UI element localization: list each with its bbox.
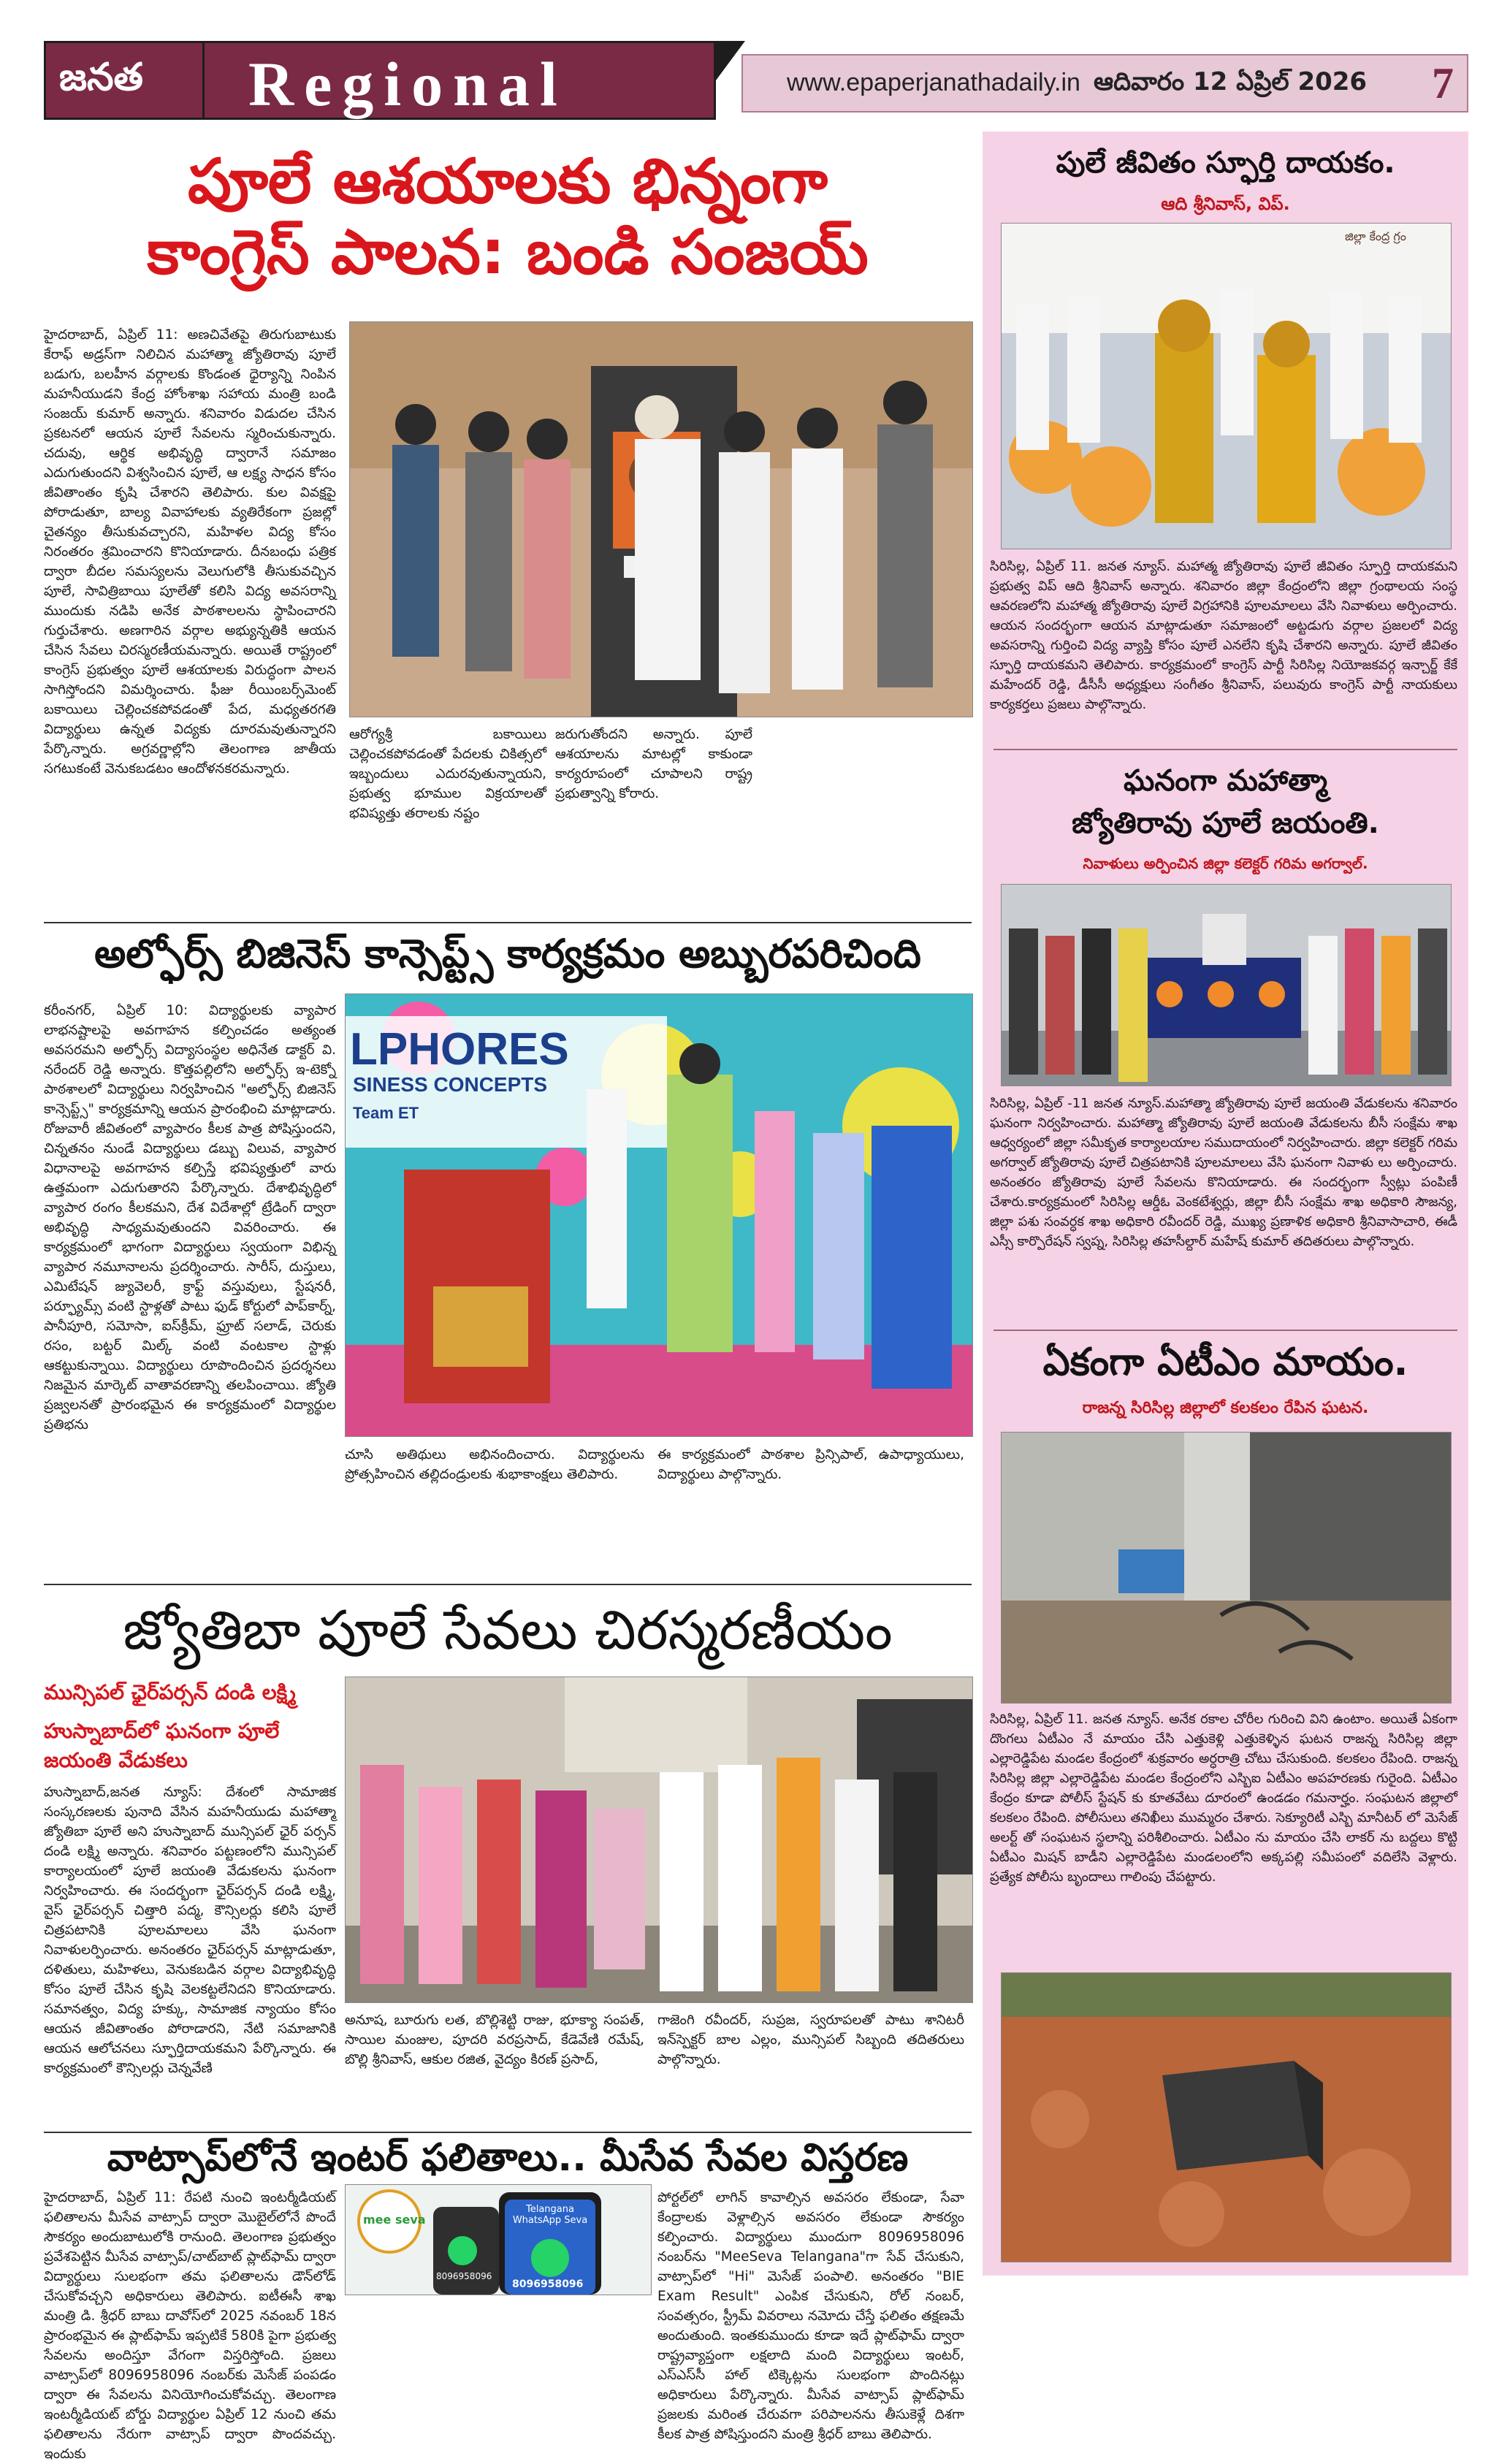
right-story2-title-line1: ఘనంగా మహాత్మా bbox=[1124, 764, 1327, 798]
right-column bbox=[983, 131, 1468, 2276]
website-url[interactable]: www.epaperjanathadaily.in bbox=[787, 69, 1080, 96]
article4-photo-image bbox=[346, 2185, 651, 2295]
article3-body-col2: అనూష, బూరుగు లత, బొల్లిశెట్టి రాజు, భూక్యా సంపత్, సాయిల మంజుల, పూదరి వరప్రసాద్, కేడెవేణి రమేష్, బొల్లి శ్రీనివాస్, ఆకుల రజిత, వైద్యం కిరణ్ ప్రసాద్, bbox=[345, 2013, 644, 2067]
divider bbox=[994, 1330, 1457, 1331]
article3-subheadline2 bbox=[44, 1717, 365, 1775]
logo-text: జనత bbox=[59, 55, 143, 99]
article1-headline-line1: పూలే ఆశయాలకు భిన్నంగా bbox=[187, 145, 828, 217]
article1-photo-image bbox=[350, 322, 972, 717]
right-story2-photo-image bbox=[1002, 885, 1451, 1086]
article3-headline[interactable]: జ్యోతిబా పూలే సేవలు చిరస్మరణీయం bbox=[123, 1599, 893, 1662]
section-banner bbox=[205, 41, 716, 120]
newspaper-logo[interactable] bbox=[44, 41, 205, 120]
article1-body-col1: హైదరాబాద్, ఏప్రిల్ 11: అణచివేతపై తిరుగుబాటుకు కేరాఫ్ అడ్రస్‌గా నిలిచిన మహాత్మా జ్యోతిరావు పూలే బడుగు, బలహీన వర్గాలకు కొండంత ధైర్యాన్ని నింపిన మహనీయుడని కేంద్ర హోంశాఖ సహాయ మంత్రి బండి సంజయ్ కుమార్ అన్నారు. శనివారం విడుదల చేసిన ప్రకటనలో ఆయన పూలే సేవలను స్మరించుకున్నారు. చదువు, ఆర్థిక అభివృద్ధి ద్వారానే సమాజం ఎదుగుతుందని విశ్వసించిన పూలే, ఆ లక్ష్య సాధన కోసం జీవితాంతం కృషి చేశారని తెలిపారు. కుల వివక్షపై పోరాడుతూ, బాల్య వివాహాలకు వ్యతిరేకంగా ప్రజల్లో చైతన్యం తీసుకువచ్చారని, మహిళల విద్య కోసం నిరంతరం శ్రమించారని కొనియాడారు. దీనబంధు పత్రిక ద్వారా బీదల సమస్యలను వెలుగులోకి తీసుకువచ్చిన పూలే, సావిత్రిబాయి పూలేతో కలిసి విద్య అవసరాన్ని ముందుకు నడిపి అనేక పాఠశాలలను స్థాపించారని గుర్తుచేశారు. అణగారిన వర్గాల అభ్యున్నతికి ఆయన చేసిన సేవలు చిరస్మరణీయమన్నారు. అయితే రాష్ట్రంలో కాంగ్రెస్ ప్రభుత్వం పూలే ఆశయాలకు విరుద్ధంగా పాలన సాగిస్తోందని విమర్శించారు. ఫీజు రీయింబర్స్‌మెంట్ బకాయిలు చెల్లించకపోవడంతో పేద, మధ్యతరగతి విద్యార్థులు ఉన్నత విద్యకు దూరమవుతున్నారని పేర్కొన్నారు. అగ్రవర్ణాల్లోని తెలంగాణ జాతీయ సగటుకంటే వెనుకబడటం ఆందోళనకరమన్నారు. bbox=[44, 327, 336, 777]
right-story2-byline: నివాళులు అర్పించిన జిల్లా కలెక్టర్ గరిమ అగర్వాల్. bbox=[1083, 855, 1368, 872]
article2-headline[interactable]: అల్ఫోర్స్ బిజినెస్ కాన్సెప్ట్స్ కార్యక్రమం అబ్బురపరిచింది bbox=[94, 931, 921, 977]
article1-body-col2: ఆరోగ్యశ్రీ బకాయిలు చెల్లించకపోవడంతో పేదలకు చికిత్సలో ఇబ్బందులు ఎదురవుతున్నాయని, ప్రభుత్వ భూముల విక్రయాలతో భవిష్యత్తు తరాలకు నష్టం bbox=[349, 727, 546, 821]
page-number: 7 bbox=[1432, 59, 1454, 107]
article3-body-col1: హుస్నాబాద్,జనత న్యూస్: దేశంలో సామాజిక సంస్కరణలకు పునాది వేసిన మహనీయుడు మహాత్మా జ్యోతిబా పూలే అని హుస్నాబాద్ మున్సిపల్ ఛైర్ పర్సన్ దండి లక్ష్మి అన్నారు. శనివారం పట్టణంలోని మున్సిపల్ కార్యాలయంలో పూలే జయంతి వేడుకలను ఘనంగా నిర్వహించారు. ఈ సందర్భంగా ఛైర్‌పర్సన్ దండి లక్ష్మి, వైస్ ఛైర్‌పర్సన్ చిత్తారి పద్మ, కౌన్సిలర్లు కలిసి పూలే చిత్రపటానికి పూలమాలలు వేసి ఘనంగా నివాళులర్పించారు. అనంతరం ఛైర్‌పర్సన్ మాట్లాడుతూ, దళితులు, మహిళలు, వెనుకబడిన వర్గాల విద్యాభివృద్ధి కోసం పూలే చేసిన కృషి వెలకట్టలేనిదని కొనియాడారు. సమానత్వం, విద్య హక్కు, సామాజిక న్యాయం కోసం ఆయన జీవితాంతం పోరాడారని, నేటి సమాజానికి ఆయన ఆలోచనలు స్ఫూర్తిదాయకమని పేర్కొన్నారు. ఈ కార్యక్రమంలో కౌన్సిలర్లు చెన్నవేణి bbox=[44, 1785, 336, 2076]
right-story2-photo bbox=[1001, 884, 1452, 1086]
article2-photo bbox=[345, 993, 973, 1437]
article3-subheadline2-line1: హుస్నాబాద్‌లో ఘనంగా పూలే bbox=[44, 1719, 280, 1743]
right-story1-photo-image bbox=[1002, 224, 1451, 549]
masthead-info-bar bbox=[741, 54, 1468, 112]
right-story2-title-line2: జ్యోతిరావు పూలే జయంతి. bbox=[1072, 806, 1379, 840]
right-story3-photo-atm-room-image bbox=[1002, 1433, 1451, 1703]
right-story3-photo-atm-room bbox=[1001, 1432, 1452, 1704]
article1-headline-line2: కాంగ్రెస్ పాలన: బండి సంజయ్ bbox=[147, 215, 869, 288]
right-story3-photo-atm-field bbox=[1001, 1972, 1452, 2262]
issue-date: ఆదివారం 12 ఏప్రిల్ 2026 bbox=[1094, 67, 1368, 96]
right-story1-title[interactable]: పులే జీవితం స్ఫూర్తి దాయకం. bbox=[1056, 146, 1395, 180]
article1-body-col3: జరుగుతోందని అన్నారు. పూలే ఆశయాలను మాటల్లో కాకుండా కార్యరూపంలో చూపాలని రాష్ట్ర ప్రభుత్వాన్ని కోరారు. bbox=[555, 727, 752, 801]
article3-subheadline2-line2: జయంతి వేడుకలు bbox=[44, 1748, 188, 1772]
article2-body-col2: చూసి అతిథులు అభినందించారు. విద్యార్థులను ప్రోత్సహించిన తల్లిదండ్రులకు శుభాకాంక్షలు తెలిపారు. bbox=[345, 1447, 644, 1482]
right-story3-byline: రాజన్న సిరిసిల్ల జిల్లాలో కలకలం రేపిన ఘటన. bbox=[1082, 1399, 1369, 1417]
article2-banner-text: LPHORES bbox=[350, 1024, 569, 1075]
divider bbox=[44, 2132, 972, 2133]
right-story1-body: సిరిసిల్ల, ఏప్రిల్ 11. జనత న్యూస్. మహాత్మ జ్యోతిరావు పూలే జీవితం స్ఫూర్తి దాయకమని ప్రభుత్వ విప్ ఆది శ్రీనివాస్ అన్నారు. శనివారం జిల్లా కేంద్రంలోని జిల్లా గ్రంథాలయ సంస్థ ఆవరణలోని మహాత్మ జ్యోతిరావు పూలే విగ్రహానికి పూలమాలలు వేసి నివాళులు అర్పించారు. ఆయన సందర్భంగా ఆయన మాట్లాడుతూ సమాజంలో అట్టడుగు వర్గాల ప్రజలలో విద్య అవసరాన్ని గుర్తించి విద్య వ్యాప్తి కోసం పూలే ఎనలేని కృషి చేశారని అన్నారు. పూలే జీవితం స్ఫూర్తి దాయకమని తెలిపారు. కార్యక్రమంలో కాంగ్రెస్ పార్టీ సిరిసిల్ల నియోజకవర్గ ఇన్చార్జ్ కేకే మహేందర్ రెడ్డి, డీసీసీ అధ్యక్షులు సంగీతం శ్రీనివాస్, పలువురు కాంగ్రెస్ పార్టీ నాయకులు కార్యకర్తలు ప్రజలు పాల్గొన్నారు. bbox=[990, 559, 1457, 712]
phone-number-right: 8096958096 bbox=[512, 2278, 584, 2290]
divider bbox=[44, 1584, 972, 1585]
article4-photo bbox=[345, 2184, 652, 2295]
article4-headline[interactable]: వాట్సాప్‌లోనే ఇంటర్ ఫలితాలు.. మీసేవ సేవల విస్తరణ bbox=[107, 2136, 909, 2180]
divider bbox=[994, 749, 1457, 750]
divider bbox=[44, 922, 972, 923]
meeseva-badge: mee seva bbox=[363, 2213, 426, 2227]
article4-body-col1: హైదరాబాద్, ఏప్రిల్ 11: రేపటి నుంచి ఇంటర్మీడియట్ ఫలితాలను మీసేవ వాట్సాప్ ద్వారా మొబైల్‌లోనే పొందే సౌకర్యం అందుబాటులోకి రానుంది. తెలంగాణ ప్రభుత్వం ప్రవేశపెట్టిన మీసేవ వాట్సాప్/చాట్‌బాట్ ప్లాట్‌ఫామ్ ద్వారా విద్యార్థులు సులభంగా తమ ఫలితాలను డౌన్‌లోడ్ చేసుకోవచ్చని అధికారులు తెలిపారు. ఐటీఈసీ శాఖ మంత్రి డి. శ్రీధర్ బాబు దావోస్‌లో 2025 నవంబర్ 18న ప్రారంభమైన ఈ ప్లాట్‌ఫామ్ ఇప్పటికే 580కి పైగా ప్రభుత్వ సేవలను అందిస్తూ వేగంగా విస్తరిస్తోంది. ప్రజలు వాట్సాప్‌లో 8096958096 నంబర్‌కు మెసేజ్ పంపడం ద్వారా ఈ సేవలను వినియోగించుకోవచ్చు. తెలంగాణ ఇంటర్మీడియట్ బోర్డు విద్యార్థుల ఏప్రిల్ 12 నుంచి తమ ఫలితాలను నేరుగా వాట్సాప్ ద్వారా పొందవచ్చు. ఇందుకు bbox=[44, 2190, 336, 2462]
article3-subheadline1: మున్సిపల్ ఛైర్‌పర్సన్ దండి లక్ష్మి bbox=[44, 1680, 296, 1704]
article4-body-col2: పోర్టల్‌లో లాగిన్ కావాల్సిన అవసరం లేకుండా, సేవా కేంద్రాలకు వెళ్లాల్సిన అవసరం లేకుండా సౌకర్యం కల్పించారు. విద్యార్థులు ముందుగా 8096958096 నంబర్‌ను "MeeSeva Telangana"గా సేవ్ చేసుకుని, వాట్సాప్‌లో "Hi" మెసేజ్ పంపాలి. అనంతరం "BIE Exam Result" ఎంపిక చేసుకుని, రోల్ నంబర్, సంవత్సరం, స్ట్రీమ్ వివరాలు నమోదు చేస్తే ఫలితం తక్షణమే అందుతుంది. ఇంతకుముందు కూడా ఇదే ప్లాట్‌ఫామ్ ద్వారా రాష్ట్రవ్యాప్తంగా లక్షలాది మంది విద్యార్థులు ఇంటర్, ఎస్ఎస్‌సీ హాల్ టిక్కెట్లను సులభంగా పొందినట్లు అధికారులు పేర్కొన్నారు. మీసేవ వాట్సాప్ ప్లాట్‌ఫామ్ ప్రజలకు మరింత చేరువగా పరిపాలనను తీసుకెళ్లే దిశగా కీలక పాత్ర పోషిస్తుందని మంత్రి శ్రీధర్ బాబు తెలిపారు. bbox=[657, 2190, 964, 2442]
article3-photo bbox=[345, 1677, 973, 2003]
article3-photo-image bbox=[346, 1677, 972, 2002]
masthead-fold-decoration bbox=[716, 41, 745, 80]
article2-body-col1: కరీంనగర్, ఏప్రిల్ 10: విద్యార్థులకు వ్యాపార లాభనష్టాలపై అవగాహన కల్పించడం అత్యంత అవసరమని అల్ఫోర్స్ విద్యాసంస్థల అధినేత డాక్టర్ వి. నరేందర్ రెడ్డి అన్నారు. కొత్తపల్లిలోని అల్ఫోర్స్ ఇ-టెక్నో పాఠశాలలో విద్యార్థులు నిర్వహించిన "అల్ఫోర్స్ బిజినెస్ కాన్సెప్ట్స్" కార్యక్రమాన్ని ఆయన ప్రారంభించి మాట్లాడారు. రోజువారీ జీవితంలో వ్యాపారం కీలక పాత్ర పోషిస్తుందని, చిన్నతనం నుండే విద్యార్థులు డబ్బు విలువ, వ్యాపార విధానాలపై అవగాహన కల్పిస్తే భవిష్యత్తులో వారు ఉత్తమంగా ఎదుగుతారని పేర్కొన్నారు. దేశాభివృద్ధిలో వ్యాపార రంగం కీలకమని, దేశ విదేశాల్లో ట్రేడింగ్ ద్వారా అభివృద్ధి సాధ్యమవుతుందని వివరించారు. ఈ కార్యక్రమంలో భాగంగా విద్యార్థులు స్వయంగా విభిన్న వ్యాపార నమూనాలను ప్రదర్శించారు. సారీస్, దుస్తులు, ఎమిటేషన్ జ్యువెలరీ, క్రాఫ్ట్ వస్తువులు, స్టేషనరీ, పర్ఫ్యూమ్స్ వంటి స్టాళ్లతో పాటు ఫుడ్ కోర్టులో పాప్‌కార్న్, పానీపూరి, సమోసా, ఐస్‌క్రీమ్, ఫ్రూట్ సలాడ్, చెరుకు రసం, బట్టర్ మిల్క్ వంటి వంటకాల స్టాళ్లు ఆకట్టుకున్నాయి. విద్యార్థులు రూపొందించిన ప్రదర్శనలు నిజమైన మార్కెట్ వాతావరణాన్ని తలపించాయి. జ్యోతి ప్రజ్వలనతో ప్రారంభమైన ఈ కార్యక్రమంలో విద్యార్థుల ప్రతిభను bbox=[44, 1003, 336, 1433]
right-story1-photo-sign: జిల్లా కేంద్ర గ్రం bbox=[1345, 229, 1406, 243]
right-story1-photo bbox=[1001, 223, 1452, 549]
right-story3-body: సిరిసిల్ల, ఏప్రిల్ 11. జనత న్యూస్. అనేక రకాల చోరీల గురించి విని ఉంటాం. అయితే ఏకంగా దొంగలు ఏటీఎం నే మాయం చేసి ఎత్తుకెళ్లి ఎత్తుకెళ్ళిన ఘటన రాజన్న సిరిసిల్ల జిల్లా ఎల్లారెడ్డిపేట మండల కేంద్రంలో శుక్రవారం అర్ధరాత్రి చోటు చేసుకుంది. కలకలం రేపింది. రాజన్న సిరిసిల్ల జిల్లా ఎల్లారెడ్డిపేట మండల కేంద్రంలోని ఎస్బిఐ ఏటీఎం అపహరణకు గురైంది. ఏటీఎం కేంద్రం కూడా పోలీస్ స్టేషన్ కు కూతవేటు దూరంలో ఉండడం గమనార్హం. సంఘటన జిల్లాలో కలకలం రేపింది. పోలీసులు తనిఖీలు ముమ్మరం చేశారు. సెక్యూరిటీ ఎస్బి మానీటర్ లో మెసేజ్ అలర్ట్ తో సంఘటన స్థలాన్ని పరిశీలించారు. ఏటీఎం ను మాయం చేసి లాకర్ ను బద్దలు కొట్టి ఏటీఎం మిషన్ బాడీని ఎల్లారెడ్డిపేట మండలంలోని అక్కపల్లి సమీపంలో వదిలేసి వెళ్లారు. ప్రత్యేక పోలీసు బృందాలు గాలింపు చేపట్టారు. bbox=[990, 1712, 1457, 1885]
section-title: Regional bbox=[248, 49, 568, 119]
article2-banner-sub: SINESS CONCEPTS bbox=[353, 1073, 548, 1096]
right-story2-body: సిరిసిల్ల, ఏప్రిల్ -11 జనత న్యూస్.మహాత్మా జ్యోతిరావు పూలే జయంతి వేడుకలను శనివారం ఘనంగా నిర్వహించారు. మహాత్మా జ్యోతిరావు పూలే జయంతి వేడుకలను బీసీ సంక్షేమ శాఖ ఆధ్వర్యంలో జిల్లా సమీకృత కార్యాలయాల సముదాయంలో నిర్వహించారు. జిల్లా కలెక్టర్ గరిమ అగర్వాల్ జ్యోతిరావు పూలే చిత్రపటానికి పూలమాలలు వేసి ఘనంగా నివాళు లు అర్పించారు. అనంతరం జ్యోతిరావు పూలే సేవలను కొనియాడారు. ఈ సందర్భంగా స్వీట్లు పంపిణీ చేశారు.కార్యక్రమంలో సిరిసిల్ల ఆర్డీఓ వెంకటేశ్వర్లు, జిల్లా బీసీ సంక్షేమ శాఖ అధికారి సౌజన్య, జిల్లా పశు సంవర్ధక శాఖ అధికారి రవీందర్ రెడ్డి, ముఖ్య ప్రణాళిక అధికారి శ్రీనివాసాచారి, ఈడీ ఎస్సీ కార్పొరేషన్ స్వప్న, సిరిసిల్ల తహసీల్దార్ మహేష్ కుమార్ తదితరులు పాల్గొన్నారు. bbox=[990, 1096, 1458, 1249]
article1-photo bbox=[349, 321, 973, 717]
right-story1-byline: ఆది శ్రీనివాస్, విప్. bbox=[1161, 194, 1290, 214]
masthead bbox=[44, 41, 1468, 121]
right-story3-title[interactable]: ఏకంగా ఏటీఎం మాయం. bbox=[1042, 1340, 1408, 1384]
article1-headline[interactable] bbox=[44, 146, 972, 287]
phone-title: Telangana WhatsApp Seva bbox=[512, 2204, 588, 2226]
phone-number-left: 8096958096 bbox=[436, 2271, 492, 2281]
article2-body-col3: ఈ కార్యక్రమంలో పాఠశాల ప్రిన్సిపాల్, ఉపాధ్యాయులు, విద్యార్థులు పాల్గొన్నారు. bbox=[657, 1447, 964, 1482]
article3-body-col3: గాజెంగి రవీందర్, సుప్రజ, స్వరూపలతో పాటు శానిటరీ ఇన్‌స్పెక్టర్ బాల ఎల్లం, మున్సిపల్ సిబ్బంది తదితరులు పాల్గొన్నారు. bbox=[657, 2013, 964, 2067]
article2-banner-tag: Team ET bbox=[353, 1104, 419, 1122]
right-story2-title[interactable] bbox=[983, 760, 1468, 844]
right-story3-photo-atm-field-image bbox=[1002, 1973, 1451, 2262]
